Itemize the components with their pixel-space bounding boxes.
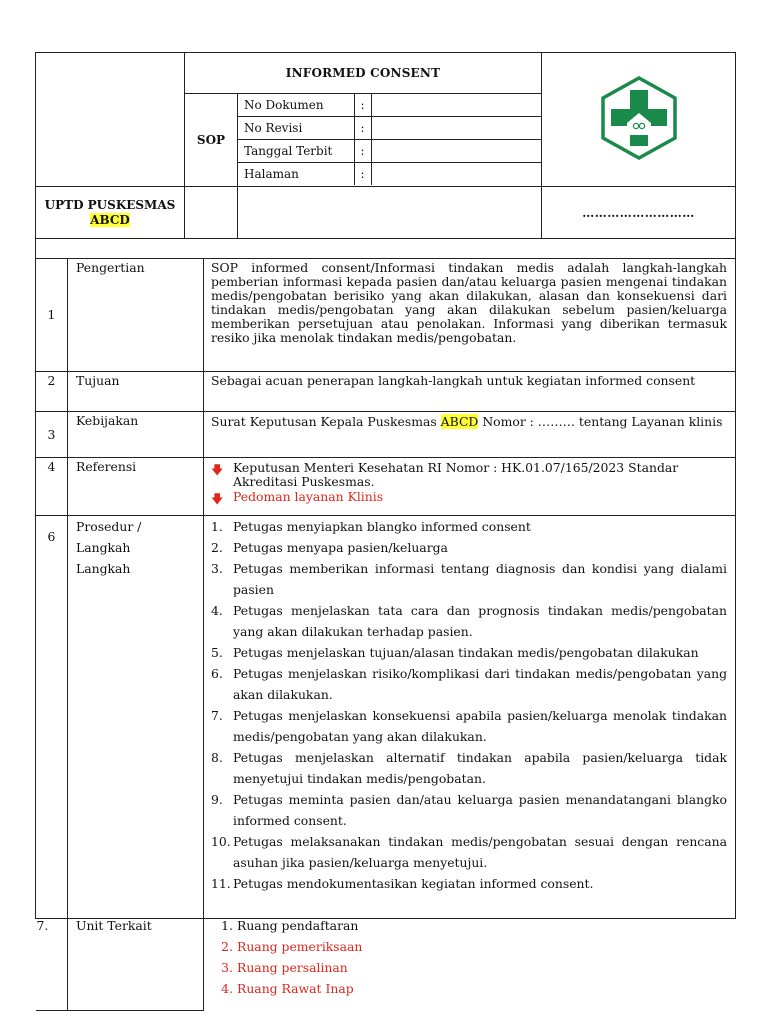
step-number: 6.: [211, 666, 223, 681]
step-number: 3.: [211, 561, 223, 576]
procedure-step: [211, 873, 727, 894]
row-label: Pengertian: [68, 259, 204, 372]
step-text: Petugas menjelaskan tata cara dan prognosis tindakan medis/pengobatan yang akan dilakukan terhadap pasien.: [233, 603, 727, 639]
procedure-step: [211, 831, 727, 873]
step-text: Petugas melaksanakan tindakan medis/pengobatan sesuai dengan rencana asuhan jika pasien/keluarga menyetujui.: [233, 834, 727, 870]
header-blank-middle: [238, 187, 542, 239]
meta-label-halaman: Halaman: [238, 163, 354, 186]
unit-list: [211, 915, 728, 999]
unit-number: 4.: [221, 981, 233, 996]
reference-text: Keputusan Menteri Kesehatan RI Nomor : HK.01.07/165/2023 Standar Akreditasi Puskesmas.: [233, 460, 679, 489]
sop-label-continuation: [185, 187, 238, 239]
document-meta-table: [238, 94, 542, 185]
row-number: 2: [36, 372, 68, 412]
step-text: Petugas menyiapkan blangko informed consent: [233, 519, 531, 534]
procedure-step: [211, 747, 727, 789]
step-text: Petugas meminta pasien dan/atau keluarga pasien menandatangani blangko informed consent.: [233, 792, 727, 828]
row-tujuan: [36, 372, 736, 412]
spacer-row: [36, 239, 736, 259]
meta-colon: :: [354, 117, 371, 140]
row-pengertian: [36, 259, 736, 372]
step-text: Petugas mendokumentasikan kegiatan informed consent.: [233, 876, 594, 891]
document-title: INFORMED CONSENT: [185, 53, 542, 94]
org-line-2: ABCD: [90, 212, 130, 227]
procedure-steps: [211, 516, 727, 894]
signature-placeholder: ………………………: [542, 187, 736, 239]
step-number: 11.: [211, 876, 231, 891]
sop-header-table: [35, 52, 736, 259]
row-number: 6: [36, 516, 68, 919]
procedure-step: [211, 705, 727, 747]
reference-item: [211, 461, 727, 489]
procedure-step: [211, 537, 727, 558]
unit-item: [211, 978, 728, 999]
step-number: 2.: [211, 540, 223, 555]
meta-colon: :: [354, 163, 371, 186]
row-number: 1: [36, 259, 68, 372]
sop-label: SOP: [185, 94, 238, 187]
step-number: 1.: [211, 519, 223, 534]
reference-item: [211, 490, 727, 504]
step-text: Petugas menjelaskan alternatif tindakan apabila pasien/keluarga tidak menyetujui tindakan medis/pengobatan.: [233, 750, 727, 786]
row-content: SOP informed consent/Informasi tindakan medis adalah langkah-langkah pemberian informasi kepada pasien dan/atau keluarga pasien mengenai tindakan medis/pengobatan berisiko yang akan dilakukan, alasan dan konsekuensi dari tindakan medis/pengobatan yang akan dilakukan sebelum pasien/keluarga memberikan persetujuan atau penolakan. Informasi yang diberikan termasuk resiko jika menolak tindakan medis/pengobatan.: [204, 259, 736, 372]
row-label: Tujuan: [68, 372, 204, 412]
row-number: 3: [36, 412, 68, 458]
org-line-1: UPTD PUSKESMAS: [44, 197, 176, 212]
procedure-step: [211, 558, 727, 600]
reference-text: Pedoman layanan Klinis: [233, 489, 384, 504]
kebijakan-text: Surat Keputusan Kepala Puskesmas: [211, 414, 441, 429]
meta-colon: :: [354, 94, 371, 117]
row-number: 4: [36, 458, 68, 516]
procedure-step: [211, 789, 727, 831]
row-label: Kebijakan: [68, 412, 204, 458]
procedure-step: [211, 600, 727, 642]
step-text: Petugas memberikan informasi tentang diagnosis dan kondisi yang dialami pasien: [233, 561, 727, 597]
row-label: Referensi: [68, 458, 204, 516]
kebijakan-text-after: Nomor : ……… tentang Layanan klinis: [478, 414, 723, 429]
row-content: [204, 412, 736, 458]
bullet-arrow-icon: 🡇: [211, 463, 224, 477]
kebijakan-highlight: ABCD: [440, 414, 479, 429]
step-number: 7.: [211, 708, 223, 723]
step-text: Petugas menjelaskan tujuan/alasan tindakan medis/pengobatan dilakukan: [233, 645, 699, 660]
step-text: Petugas menjelaskan konsekuensi apabila pasien/keluarga menolak tindakan medis/pengobatan yang akan dilakukan.: [233, 708, 727, 744]
unit-item: [211, 915, 728, 936]
bullet-arrow-icon: 🡇: [211, 492, 224, 506]
procedure-step: [211, 663, 727, 705]
unit-number: 2.: [221, 939, 233, 954]
organization-name: [36, 187, 185, 239]
meta-label-no-dokumen: No Dokumen: [238, 94, 354, 117]
meta-value-no-revisi: [371, 117, 542, 140]
row-referensi: [36, 458, 736, 516]
meta-value-tanggal-terbit: [371, 140, 542, 163]
meta-colon: :: [354, 140, 371, 163]
step-text: Petugas menyapa pasien/keluarga: [233, 540, 448, 555]
sop-body-table: [35, 258, 736, 1011]
row-number: 7.: [36, 919, 68, 1011]
meta-label-no-revisi: No Revisi: [238, 117, 354, 140]
meta-value-halaman: [371, 163, 542, 186]
row-content: Sebagai acuan penerapan langkah-langkah untuk kegiatan informed consent: [204, 372, 736, 412]
step-number: 4.: [211, 603, 223, 618]
row-kebijakan: [36, 412, 736, 458]
label-line: Langkah: [76, 540, 131, 555]
row-unit-terkait: [36, 919, 736, 1011]
meta-label-tanggal-terbit: Tanggal Terbit: [238, 140, 354, 163]
unit-text: Ruang pemeriksaan: [237, 939, 363, 954]
unit-number: 3.: [221, 960, 233, 975]
step-number: 5.: [211, 645, 223, 660]
row-content: [204, 516, 736, 919]
label-line: Langkah: [76, 561, 131, 576]
logo-cell: [542, 53, 736, 187]
unit-item: [211, 957, 728, 978]
step-number: 8.: [211, 750, 223, 765]
row-content: [204, 458, 736, 516]
row-label: Unit Terkait: [68, 919, 204, 1011]
header-blank-left: [36, 53, 185, 187]
sop-document: [35, 52, 735, 1011]
unit-item: [211, 936, 728, 957]
label-line: Prosedur /: [76, 519, 142, 534]
step-number: 9.: [211, 792, 223, 807]
unit-number: 1.: [221, 918, 233, 933]
puskesmas-logo-icon: [599, 75, 679, 161]
meta-value-no-dokumen: [371, 94, 542, 117]
step-number: 10.: [211, 834, 231, 849]
row-content: [204, 919, 736, 1011]
step-text: Petugas menjelaskan risiko/komplikasi dari tindakan medis/pengobatan yang akan dilakukan.: [233, 666, 727, 702]
unit-text: Ruang persalinan: [237, 960, 348, 975]
procedure-step: [211, 642, 727, 663]
row-label: [68, 516, 204, 919]
procedure-step: [211, 516, 727, 537]
row-prosedur: [36, 516, 736, 919]
unit-text: Ruang Rawat Inap: [237, 981, 354, 996]
unit-text: Ruang pendaftaran: [237, 918, 359, 933]
